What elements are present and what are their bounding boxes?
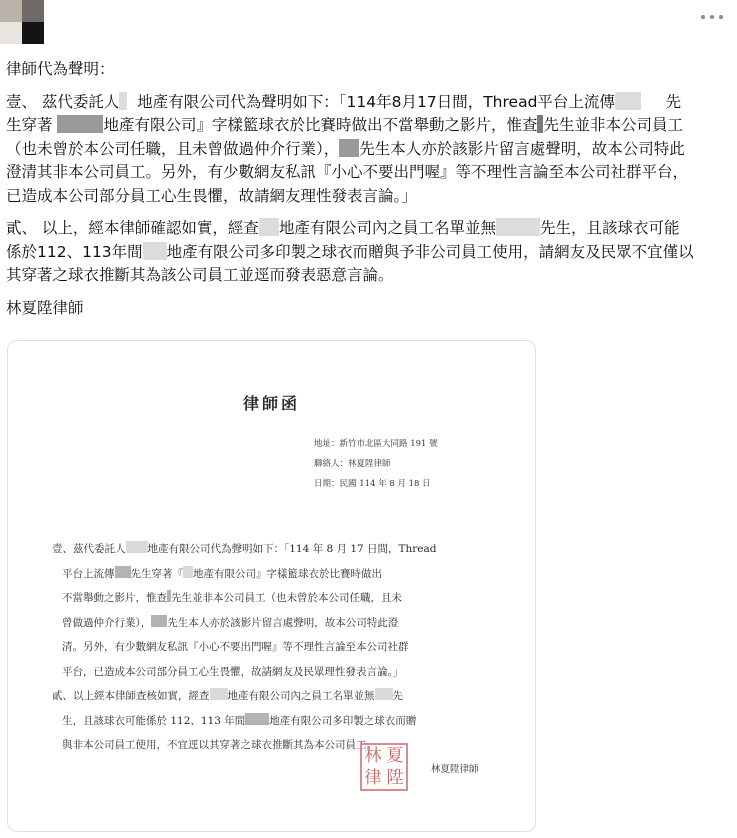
redacted-name [119,92,127,110]
letter-address: 地址：新竹市北區大同路 191 號 [314,439,438,449]
attached-letter-image[interactable] [7,340,536,832]
letter-contact: 聯絡人：林夏陞律師 [314,459,391,469]
redacted-name [57,115,103,133]
avatar[interactable] [0,0,44,44]
more-options-icon[interactable] [701,10,723,24]
letter-title: 律師函 [242,394,300,413]
redacted-name [259,218,279,236]
letter-signature: 林夏陞律師 [431,764,479,775]
post-text [6,58,734,329]
paragraph-one: 壹、 茲代委託人 地產有限公司代為聲明如下：「114年8月17日間，Thread平台上流傳 先 生穿著 地產有限公司』字樣籃球衣於比賽時做出不當舉動之影片，惟查 先生並非本公司員工 （也未曾於本公司任職，且未曾做過仲介行業）， 先生本人亦於該影片留言處聲明，故本公司特此 澄清其非本公司員工。另外，有少數網友私訊『小心不要出門喔』等不理性言論至本公司社群平台， 已造成本公司部分員工心生畏懼，故請網友理性發表言論。」 [6,92,689,205]
letter-date: 日期：民國 114 年 8 月 18 日 [314,479,431,489]
paragraph-two: 貳、 以上，經本律師確認如實，經查 地產有限公司內之員工名單並無 先生，且該球衣可能 係於112、113年間 地產有限公司多印製之球衣而贈與予非公司員工使用，請網友及民眾不宜僅以 其穿著之球衣推斷其為該公司員工並逕而發表惡意言論。 [6,219,694,284]
redacted-name [615,92,641,110]
redacted-name [339,139,359,157]
letter-body: 壹、茲代委託人 地產有限公司代為聲明如下：「114 年 8 月 17 日間，Thread 平台上流傳 先生穿著『 地產有限公司』字樣籃球衣於比賽時做出 不當舉動之影片，惟查 先生並非本公司員工（也未曾於本公司任職，且未 曾做過仲介行業）， 先生本人亦於該影片留言處聲明，故本公司特此澄 清。另外，有少數網友私訊『小心不要出門喔』等不理性言論至本公司社群 平台，已造成本公司部分員工心生畏懼，故請網友及民眾理性發表言論。」 貳、以上經本律師查核如實，經查 地產有限公司內之員工名單並無 先 生，且該球衣可能係於 112、113 年間 地產有限公司多印製之球衣而贈 與非本公司員工使用，不宜逕以其穿著之球衣推斷其為本公司員工。 [52,543,437,751]
redacted-name [496,218,540,236]
post-heading: 律師代為聲明： [6,60,115,78]
redacted-name [143,242,167,260]
post-signature: 林夏陞律師 [6,298,84,317]
lawyer-seal-stamp: 林 夏 律 陞 [360,743,408,791]
